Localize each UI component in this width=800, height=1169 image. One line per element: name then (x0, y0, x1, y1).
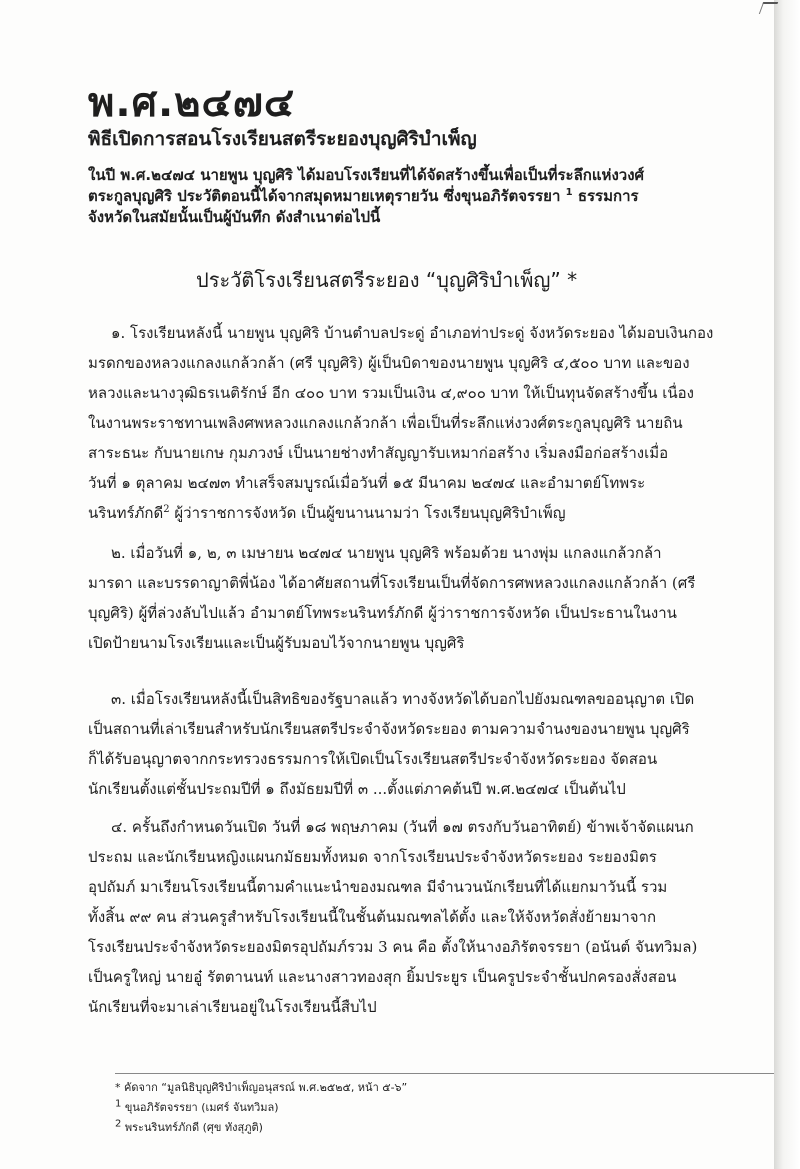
paragraph-line: มารดา และบรรดาญาติพี่น้อง ได้อาศัยสถานที่โรงเรียนเป็นที่จัดการศพหลวงแกลงแกล้วกล้า (ศรี (88, 574, 696, 592)
footnote-text: ขุนอภิรัตจรรยา (เมศร์ จันทวิมล) (121, 1101, 279, 1114)
paragraph-3 (88, 684, 703, 804)
intro-line-text: ตระกูลบุญศิริ ประวัติตอนนี้ได้จากสมุดหมายเหตุรายวัน ซึ่งขุนอภิรัตจรรยา (88, 187, 561, 205)
paragraph-line: วันที่ ๑ ตุลาคม ๒๔๗๓ ทำเสร็จสมบูรณ์เมื่อวันที่ ๑๕ มีนาคม ๒๔๗๔ และอำมาตย์โทพระ (88, 474, 646, 492)
paragraph-line: ๔. ครั้นถึงกำหนดวันเปิด วันที่ ๑๘ พฤษภาคม (วันที่ ๑๗ ตรงกับวันอาทิตย์) ข้าพเจ้าจัดแผนก (111, 818, 694, 836)
paragraph-2 (88, 538, 703, 658)
page-edge (774, 0, 800, 1169)
intro-line-text: ธรรมการ (577, 187, 639, 205)
footnote-2 (115, 1118, 263, 1136)
paragraph-line: นักเรียนตั้งแต่ชั้นประถมปีที่ ๑ ถึงมัธยมปีที่ ๓ ...ตั้งแต่ภาคต้นปี พ.ศ.๒๔๗๔ เป็นต้นไป (88, 780, 626, 798)
intro-paragraph (88, 165, 703, 228)
year-heading: พ.ศ.๒๔๗๔ (88, 80, 296, 126)
footnote-number: 1 (115, 1098, 122, 1110)
paragraph-line: ก็ได้รับอนุญาตจากกระทรวงธรรมการให้เปิดเป็นโรงเรียนสตรีประจำจังหวัดระยอง จัดสอน (88, 750, 658, 768)
intro-line: จังหวัดในสมัยนั้นเป็นผู้บันทึก ดังสำเนาต่อไปนี้ (88, 208, 381, 226)
paragraph-line: โรงเรียนประจำจังหวัดระยองมิตรอุปถัมภ์รวม 3 คน คือ ตั้งให้นางอภิรัตจรรยา (อนันต์ จันทวิมล) (88, 938, 698, 956)
paragraph-1 (88, 318, 714, 528)
paragraph-line: ประถม และนักเรียนหญิงแผนกมัธยมทั้งหมด จากโรงเรียนประจำจังหวัดระยอง ระยองมิตร (88, 848, 657, 866)
history-title: ประวัติโรงเรียนสตรีระยอง “บุญศิริบำเพ็ญ” * (196, 268, 578, 292)
paragraph-line: ๓. เมื่อโรงเรียนหลังนี้เป็นสิทธิของรัฐบาลแล้ว ทางจังหวัดได้บอกไปยังมณฑลขออนุญาต เปิด (111, 690, 695, 708)
paragraph-line: ๒. เมื่อวันที่ ๑, ๒, ๓ เมษายน ๒๔๗๔ นายพูน บุญศิริ พร้อมด้วย นางพุ่ม แกลงแกล้วกล้า (111, 544, 662, 562)
paragraph-line: นักเรียนที่จะมาเล่าเรียนอยู่ในโรงเรียนนี้สืบไป (88, 998, 377, 1016)
intro-line: ในปี พ.ศ.๒๔๗๔ นายพูน บุญศิริ ได้มอบโรงเรียนที่ได้จัดสร้างขึ้นเพื่อเป็นที่ระลึกแห่งวงศ์ (88, 166, 645, 184)
paragraph-line: อุปถัมภ์ มาเรียนโรงเรียนนี้ตามคำแนะนำของมณฑล มีจำนวนนักเรียนที่ได้แยกมาวันนี้ รวม (88, 878, 668, 896)
footnote-1 (115, 1098, 279, 1116)
paragraph-line: ๑. โรงเรียนหลังนี้ นายพูน บุญศิริ บ้านตำบลประดู่ อำเภอท่าประดู่ จังหวัดระยอง ได้มอบเงินกอง (111, 324, 714, 342)
paragraph-line-text: ผู้ว่าราชการจังหวัด เป็นผู้ขนานนามว่า โรงเรียนบุญศิริบำเพ็ญ (169, 504, 566, 522)
paragraph-line: เปิดป้ายนามโรงเรียนและเป็นผู้รับมอบไว้จากนายพูน บุญศิริ (88, 634, 465, 652)
paragraph-line: ทั้งสิ้น ๙๙ คน ส่วนครูสำหรับโรงเรียนนี้ในชั้นต้นมณฑลได้ตั้ง และให้จังหวัดสั่งย้ายมาจาก (88, 908, 657, 926)
paragraph-line-text: นรินทร์ภักดี (88, 504, 164, 522)
paragraph-line (88, 498, 703, 528)
paragraph-line: บุญศิริ) ผู้ที่ล่วงลับไปแล้ว อำมาตย์โทพระนรินทร์ภักดี ผู้ว่าราชการจังหวัด เป็นประธานในงาน (88, 604, 677, 622)
footnote-text: พระนรินทร์ภักดี (ศุข ทังสุภูติ) (121, 1121, 263, 1134)
paragraph-line: สาระธนะ กับนายเกษ กุมภวงษ์ เป็นนายช่างทำสัญญารับเหมาก่อสร้าง เริ่มลงมือก่อสร้างเมื่อ (88, 444, 669, 462)
paragraph-line: เป็นสถานที่เล่าเรียนสำหรับนักเรียนสตรีประจำจังหวัดระยอง ตามความจำนงของนายพูน บุญศิริ (88, 720, 690, 738)
paragraph-line: มรดกของหลวงแกลงแกล้วกล้า (ศรี บุญศิริ) ผู้เป็นบิดาของนายพูน บุญศิริ ๔,๕๐๐ บาท และของ (88, 354, 690, 372)
event-title: พิธีเปิดการสอนโรงเรียนสตรีระยองบุญศิริบำเพ็ญ (88, 128, 477, 150)
footnote-ref-1: 1 (565, 187, 573, 198)
footnote-ref-2: 2 (163, 504, 170, 515)
footnote-divider (115, 1073, 780, 1074)
footnote-number: 2 (115, 1118, 122, 1130)
paragraph-line: หลวงและนางวุฒิธรเนติรักษ์ อีก ๔๐๐ บาท รวมเป็นเงิน ๔,๙๐๐ บาท ให้เป็นทุนจัดสร้างขึ้น เนื่อง (88, 384, 694, 402)
paragraph-line: เป็นครูใหญ่ นายอู๋ รัตตานนท์ และนางสาวทองสุก ยิ้มประยูร เป็นครูประจำชั้นปกครองสั่งสอน (88, 968, 677, 986)
footnote-star: * คัดจาก “มูลนิธิบุญศิริบำเพ็ญอนุสรณ์ พ.ศ.๒๕๒๕, หน้า ๕-๖” (115, 1081, 408, 1094)
paragraph-line: ในงานพระราชทานเพลิงศพหลวงแกลงแกล้วกล้า เพื่อเป็นที่ระลึกแห่งวงศ์ตระกูลบุญศิริ นายถิน (88, 414, 683, 432)
intro-line (88, 186, 703, 207)
paragraph-4 (88, 812, 703, 1022)
